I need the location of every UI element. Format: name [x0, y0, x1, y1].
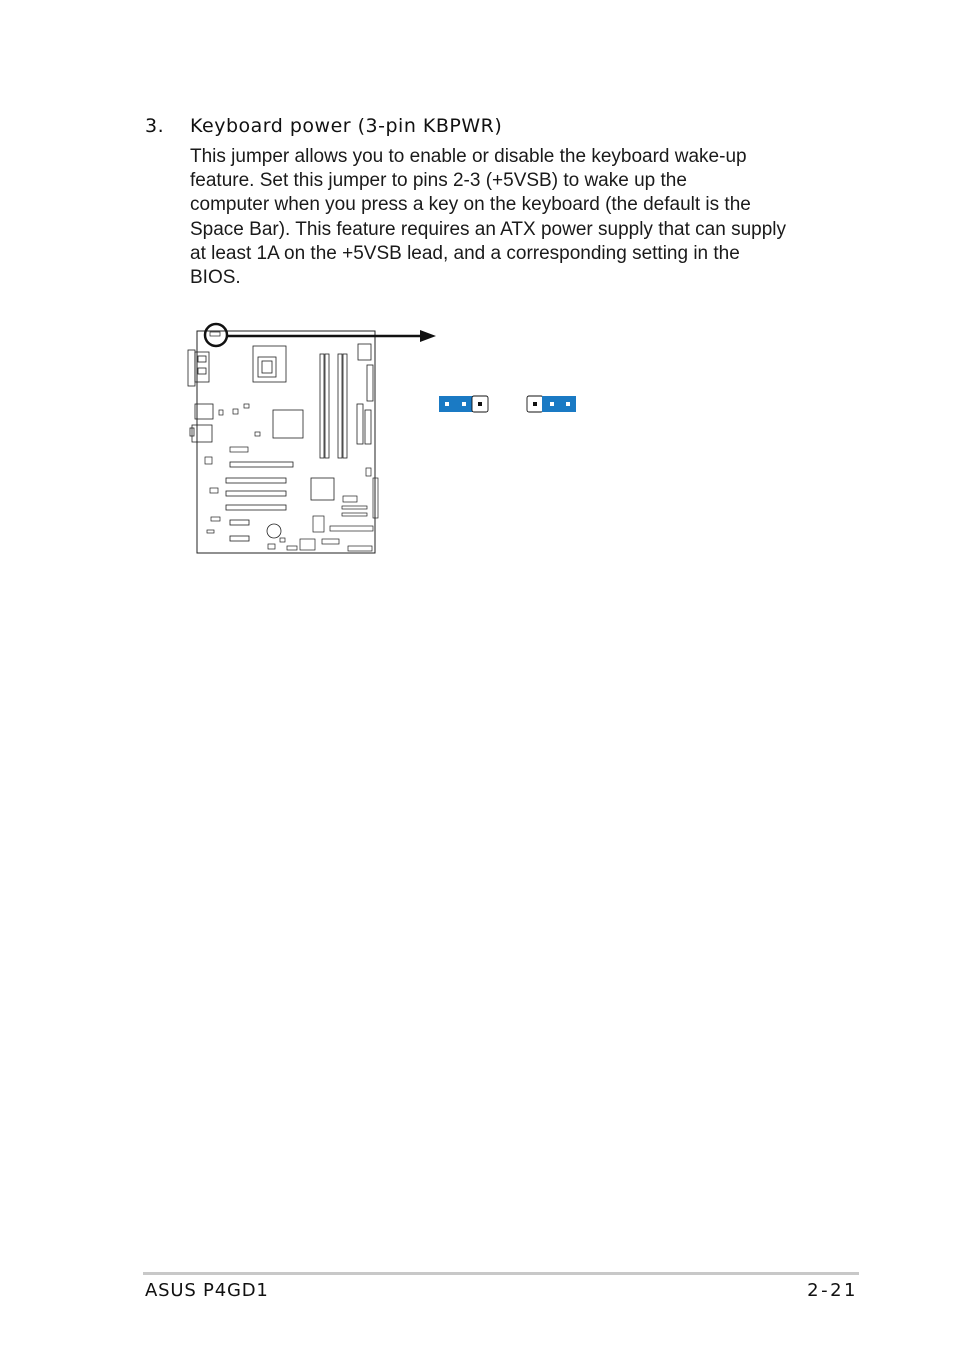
northbridge-chip — [273, 410, 303, 438]
section-number: 3. — [145, 115, 165, 137]
jumper-setting-pins-2-3 — [527, 396, 576, 412]
body-line: computer when you press a key on the keyboard (the default is the — [190, 194, 751, 216]
body-paragraph — [190, 145, 830, 290]
body-line: at least 1A on the +5VSB lead, and a corresponding setting in the — [190, 242, 740, 264]
footer-rule — [143, 1272, 859, 1275]
circle-callout-icon — [205, 324, 227, 346]
southbridge-chip — [311, 478, 334, 500]
jumper-setting-pins-1-2 — [439, 396, 488, 412]
section-heading — [145, 115, 502, 137]
battery-icon — [267, 524, 281, 538]
arrow-head — [420, 330, 436, 342]
body-line: This jumper allows you to enable or disable the keyboard wake-up — [190, 146, 747, 167]
motherboard-jumper-diagram — [185, 318, 605, 563]
footer-product-name: ASUS P4GD1 — [145, 1280, 269, 1301]
expansion-slots — [226, 462, 293, 541]
body-line: BIOS. — [190, 267, 241, 289]
body-line: Space Bar). This feature requires an ATX power supply that can supply — [190, 218, 787, 240]
cpu-socket — [253, 346, 286, 382]
kbpwr-jumper-location — [210, 332, 220, 336]
footer-page-number: 2-21 — [807, 1280, 858, 1301]
body-line: feature. Set this jumper to pins 2-3 (+5VSB) to wake up the — [190, 170, 687, 192]
section-title: Keyboard power (3-pin KBPWR) — [190, 115, 503, 137]
rear-io-connectors — [188, 350, 213, 442]
small-components — [205, 404, 378, 551]
dimm-slots — [320, 344, 373, 458]
